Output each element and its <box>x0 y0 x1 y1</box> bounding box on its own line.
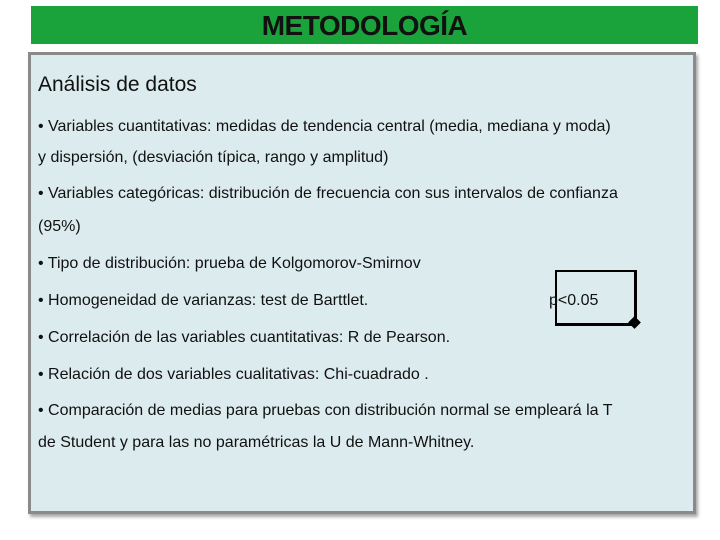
bullet-line-1: • Variables cuantitativas: medidas de tendencia central (media, mediana y moda) <box>38 118 611 135</box>
bullet-line-4: (95%) <box>38 218 81 235</box>
title-bar <box>31 6 698 44</box>
slide-title: METODOLOGÍA <box>261 10 468 41</box>
section-heading: Análisis de datos <box>38 73 197 96</box>
bullet-line-9: • Comparación de medias para pruebas con distribución normal se empleará la T <box>38 402 613 419</box>
bullet-line-8: • Relación de dos variables cualitativas: Chi-cuadrado . <box>38 366 429 383</box>
note-text: p<0.05 <box>549 292 599 309</box>
bullet-line-5: • Tipo de distribución: prueba de Kolgomorov-Smirnov <box>38 255 421 272</box>
bullet-line-7: • Correlación de las variables cuantitativas: R de Pearson. <box>38 329 451 346</box>
bullet-line-6: • Homogeneidad de varianzas: test de Barttlet. <box>38 292 369 309</box>
bullet-line-3: • Variables categóricas: distribución de frecuencia con sus intervalos de confianza <box>38 185 618 202</box>
bullet-line-2: y dispersión, (desviación típica, rango y amplitud) <box>38 149 389 166</box>
bullet-line-10: de Student y para las no paramétricas la U de Mann-Whitney. <box>38 434 475 451</box>
